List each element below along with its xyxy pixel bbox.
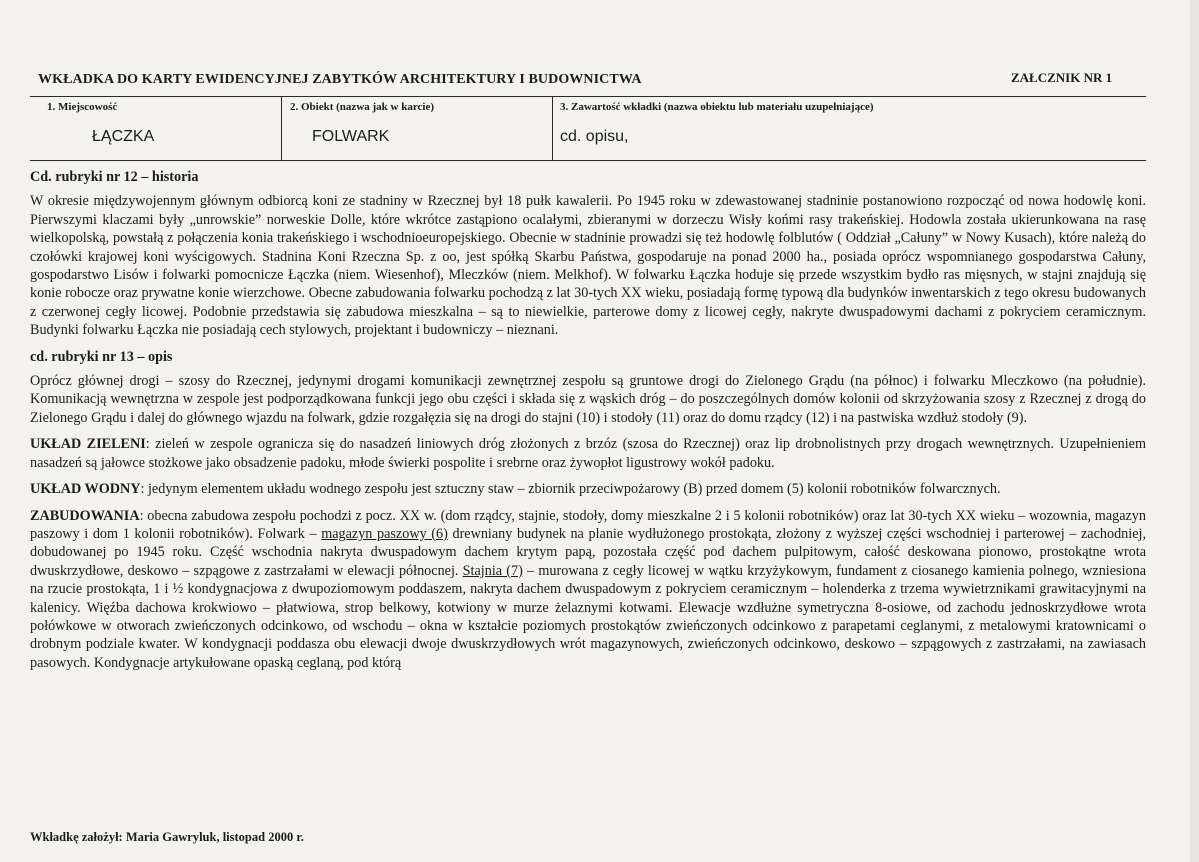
section-12-text: W okresie międzywojennym głównym odbiorcą koni ze stadniny w Rzecznej był 18 pułk kawalerii. Po 1945 roku w zdewastowanej stadninie postanowiono rozpocząć od nowa hodowlę koni. Pierwszymi klaczami były „unrowskie” norweskie Dolle, które wkrótce zastąpiono ocalałymi, zbieranymi w dorzeczu Wisły końmi rasy trakeńskiej. Hodowla została ukierunkowana na rasę wielkopolską, powstałą z połączenia konia trakeńskiego i wschodnioeuropejskiego. Obecnie w stadninie prowadzi się też hodowlę folblutów ( Oddział „Całuny” w Nowy Kusach), które należą do czołówki krajowej koni wyścigowych. Stadnina Koni Rzeczna Sp. z oo, jest spółką Skarbu Państwa, gospodaruje na ponad 2000 ha., posiada oprócz wspomnianego gospodarstwa Całuny, gospodarstwo Lisów i folwarki pomocnicze Łączka (niem. Wiesenhof), Mleczków (niem. Melkhof). W folwarku Łączka hoduje się przede wszystkim bydło ras mięsnych, w stajni znajdują się konie robocze oraz prywatne konie wierzchowe. Obecne zabudowania folwarku pochodzą z lat 30-tych XX wieku, posiadają formę typową dla budynków inwentarskich z tego okresu budowanych z czerwonej cegły licowej. Podobnie przedstawia się zabudowa mieszkalna – są to niewielkie, parterowe domy z licowej cegły, nakryte dwuspadowymi dachami z pokryciem ceramicznym. Budynki folwarku Łączka nie posiadają cech stylowych, projektant i budowniczy – nieznani.: [30, 193, 1146, 339]
field-object-label: 2. Obiekt (nazwa jak w karcie): [290, 101, 435, 113]
field-locality-label: 1. Miejscowość: [47, 101, 118, 113]
document-title: WKŁADKA DO KARTY EWIDENCYJNEJ ZABYTKÓW ARCHITEKTURY I BUDOWNICTWA: [38, 72, 642, 87]
section-12-heading: Cd. rubryki nr 12 – historia: [30, 169, 199, 185]
buildings-lead: ZABUDOWANIA: [30, 507, 140, 524]
section-water: [30, 480, 1146, 498]
document-footer: Wkładkę założył: Maria Gawryluk, listopad 2000 r.: [30, 830, 304, 844]
water-text: : jedynym elementem układu wodnego zespołu jest sztuczny staw – zbiornik przeciwpożarowy (B) przed domem (5) kolonii robotników folwarcznych.: [140, 481, 1001, 498]
header-rule-bottom: [30, 160, 1146, 161]
field-content-label: 3. Zawartość wkładki (nazwa obiektu lub materiału uzupełniające): [560, 101, 874, 113]
section-13-heading: cd. rubryki nr 13 – opis: [30, 348, 173, 365]
buildings-feed-store: magazyn paszowy (6): [321, 525, 448, 542]
section-buildings: [30, 507, 1146, 673]
water-lead: UKŁAD WODNY: [30, 481, 141, 498]
section-greenery: [30, 435, 1146, 472]
field-divider-1: [281, 96, 282, 160]
section-13-roads: Oprócz głównej drogi – szosy do Rzecznej, jedynymi drogami komunikacji zewnętrznej zespołu są gruntowe drogi do Zielonego Grądu (na północ) i folwarku Mleczkowo (na południe). Komunikacją wewnętrzna w zespole jest podporządkowana funkcji jego obu części i składa się z wąskich dróg – do poszczególnych domów kolonii od skrzyżowania szosy z Rzecznej z drogą do Zielonego Grądu i dalej do głównego wjazdu na folwark, gdzie rozgałęzia się na drogi do stajni (10) i stodoły (11) oraz do domu rządcy (12) i na pastwiska wzdłuż stodoły (9).: [30, 373, 1146, 426]
greenery-text: : zieleń w zespole ogranicza się do nasadzeń liniowych dróg złożonych z brzóz (szosa do Rzecznej) oraz lip drobnolistnych przy drogach wewnętrznych. Uzupełnieniem nasadzeń są jałowce stożkowe jako obsadzenie padoku, młode świerki pospolite i srebrne oraz żywopłot ligustrowy wokół padoku.: [30, 436, 1146, 471]
buildings-stable: Stajnia (7): [462, 562, 523, 579]
greenery-lead: UKŁAD ZIELENI: [30, 436, 146, 453]
scan-edge: [1190, 0, 1199, 862]
header-rule-top: [30, 96, 1146, 97]
field-locality-value: ŁĄCZKA: [92, 128, 155, 145]
document-body: [30, 168, 1146, 680]
buildings-text-a: : obecna zabudowa zespołu pochodzi z pocz. XX w. (dom rządcy, stajnie, stodoły, domy mieszkalne 2 i 5 kolonii robotników) oraz lat 30-tych XX wieku – wozownia, magazyn paszowy i dom 1 kolonii robotników). Folwark –: [30, 507, 1146, 542]
buildings-text-b: drewniany budynek na planie wydłużonego prostokąta, złożony z wyższej części wschodniej i parterowej – zachodniej, dobudowanej po 1945 roku. Część wschodnia nakryta dwuspadowym dachem krytym papą, pozostała część pod dachem pulpitowym, całość deskowana pionowo, prostokątne wrota dwuskrzydłowe, deskowo – szpągowe z zastrzałami w elewacji północnej.: [30, 525, 1146, 579]
buildings-text-c: – murowana z cegły licowej w wątku krzyżykowym, fundament z ciosanego kamienia polnego, wzniesiona na rzucie prostokąta, 1 i ½ kondygnacjowa z dwupoziomowym poddaszem, nakryta dachem dwuspadowym z pokryciem ceramicznym – holenderka z trzema wywietrznikami grawitacyjnymi na kalenicy. Więźba dachowa krokwiowo – płatwiowa, strop belkowy, kotwiony w murze żelaznymi kotwami. Elewacje wzdłużne symetryczna 8-osiowe, od zachodu jednoskrzydłowe wrota połówkowe w otworach zwieńczonych odcinkowo, od wschodu – okna w kształcie poziomych prostokątów zwieńczonych odcinkowo z parapetami ceglanymi, z metalowymi kratownicami o drobnym podziale kwater. W kondygnacji poddasza obu elewacji dwoje dwuskrzydłowych wrót magazynowych, zwieńczonych odcinkowo, deskowo – szpągowych z zastrzałami, na zawiasach pasowych. Kondygnacje artykułowane opaską ceglaną, pod którą: [30, 562, 1146, 671]
field-object-value: FOLWARK: [312, 128, 390, 145]
annex-label: ZAŁCZNIK NR 1: [1011, 70, 1113, 85]
field-content-value: cd. opisu,: [560, 128, 629, 145]
field-divider-2: [552, 96, 553, 160]
